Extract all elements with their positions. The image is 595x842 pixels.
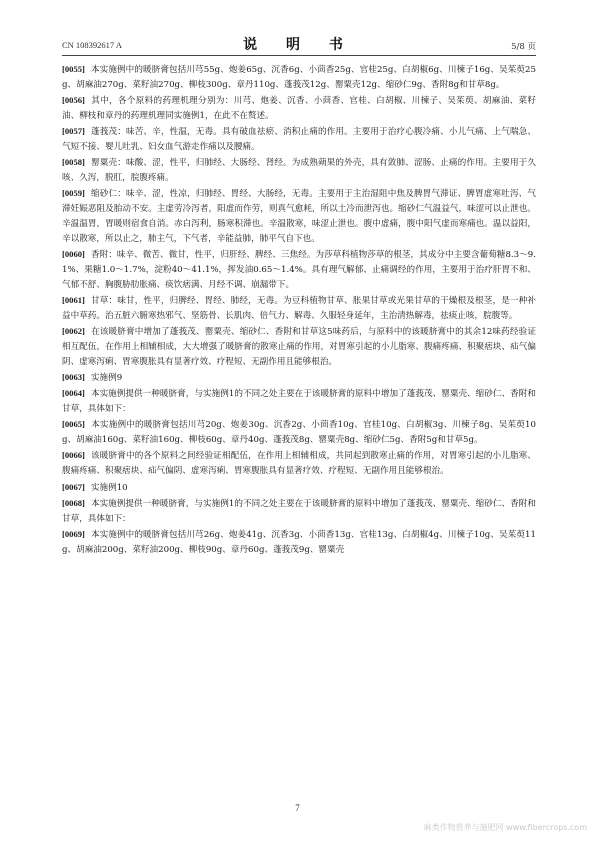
paragraph-0056	[62, 93, 536, 124]
page-of-count: 5/8 页	[511, 42, 536, 52]
section-heading: 实施例9	[90, 372, 123, 383]
paragraph-text: 本实施例中的暖脐膏包括川芎20g、炮姜30g、沉香2g、小茴香10g、官桂10g、白胡椒3g、川楝子8g、吴茱萸10g、胡麻油160g、菜籽油160g、柳枝60g、章丹40g、蓬莪茂8g、罂粟壳8g、缩砂仁5g、香附5g和甘草5g。	[62, 420, 536, 446]
paragraph-0060	[62, 247, 536, 292]
paragraph-0055	[62, 62, 536, 93]
document-body	[62, 62, 536, 762]
paragraph-number: [0059]	[62, 188, 85, 199]
paragraph-0068	[62, 496, 536, 527]
paragraph-0059	[62, 186, 536, 246]
paragraph-text: 本实施例中的暖脐膏包括川芎55g、炮姜65g、沉香6g、小茴香25g、官桂25g、白胡椒6g、川楝子16g、吴茱萸25g、胡麻油270g、菜籽油270g、柳枝300g、章丹110g、蓬莪茂12g、罂粟壳12g、缩砂仁9g、香附8g和甘草8g。	[62, 65, 536, 90]
paragraph-text: 本实施例提供一种暖脐膏，与实施例1的不同之处主要在于该暖脐膏的原料中增加了蓬莪茂、罂粟壳、缩砂仁、香附和甘草，具体如下：	[62, 498, 536, 524]
paragraph-number: [0062]	[62, 326, 85, 337]
paragraph-number: [0057]	[62, 126, 85, 137]
paragraph-0065	[62, 417, 536, 448]
paragraph-text: 本实施例提供一种暖脐膏，与实施例1的不同之处主要在于该暖脐膏的原料中增加了蓬莪茂、罂粟壳、缩砂仁、香附和甘草，具体如下：	[62, 389, 536, 415]
paragraph-text: 甘草：味甘，性平，归脾经、胃经、肺经，无毒。为豆科植物甘草、胀果甘草或光果甘草的干燥根及根茎，是一种补益中草药。治五脏六腑寒热邪气、坚筋骨、长肌肉、倍气力、解毒、久服轻身延年，主治清热解毒，祛痰止咳，脘腹等。	[62, 295, 536, 321]
page-number: 7	[295, 803, 300, 813]
page-header	[62, 34, 536, 52]
paragraph-text: 罂粟壳：味酸、涩，性平，归肺经、大肠经、肾经。为成熟蒴果的外壳，具有敛肺、涩肠、止痛的作用。主要用于久咳、久泻，脱肛，脘腹疼痛。	[62, 158, 536, 184]
publication-number: CN 108392617 A	[62, 40, 122, 50]
paragraph-0067	[62, 480, 536, 496]
website-watermark: 麻类作物营养与施肥网 www.fibercrops.com	[423, 823, 587, 832]
paragraph-0069	[62, 527, 536, 558]
paragraph-number: [0064]	[62, 388, 85, 399]
paragraph-number: [0068]	[62, 497, 85, 508]
paragraph-number: [0063]	[62, 371, 85, 382]
paragraph-number: [0066]	[62, 450, 85, 461]
paragraph-number: [0060]	[62, 249, 85, 260]
paragraph-0066	[62, 448, 536, 479]
paragraph-number: [0061]	[62, 294, 85, 305]
paragraph-0064	[62, 386, 536, 417]
paragraph-0057	[62, 124, 536, 155]
paragraph-0058	[62, 155, 536, 186]
paragraph-text: 其中，各个原料的药理机理分别为：川芎、炮姜、沉香、小茴香、官桂、白胡椒、川楝子、吴茱萸、胡麻油、菜籽油、柳枝和章丹的药理机理同实施例1，在此不在赘述。	[62, 96, 536, 121]
paragraph-number: [0067]	[62, 481, 85, 492]
paragraph-0062	[62, 324, 536, 369]
paragraph-number: [0065]	[62, 419, 85, 430]
paragraph-text: 本实施例中的暖脐膏包括川芎26g、炮姜41g、沉香3g、小茴香13g、官桂13g、白胡椒4g、川楝子10g、吴茱萸11g、胡麻油200g、菜籽油200g、柳枝90g、章丹60g、蓬莪茂9g、罂粟壳	[62, 529, 536, 555]
document-title: 说 明 书	[243, 37, 355, 53]
paragraph-text: 缩砂仁：味辛、涩，性凉，归肺经、胃经、大肠经，无毒。主要用于主治湿阻中焦及脾胃气滞证、脾胃虚寒吐泻、气滞妊娠恶阻及胎动不安。主虚劳冷泻者，阳虚而作劳，则真气愈耗，所以土冷而泄泻也。缩砂仁气温益气，味涩可以止泄也。辛温温胃，胃暖则宿食自消。赤白泻利，肠寒积滞也。辛温散寒，味涩止泄也。腹中虚痛，腹中阳气虚而寒痛也。温以益阳，辛以散寒，所以止之，肺主气，下气者，辛能益肺，肺平气自下也。	[62, 189, 536, 244]
paragraph-number: [0069]	[62, 528, 85, 539]
paragraph-number: [0056]	[62, 95, 85, 106]
paragraph-text: 香附：味辛、微苦、微甘，性平，归肝经、脾经、三焦经。为莎草科植物莎草的根茎，其成分中主要含葡萄糖8.3～9.1%、果糖1.0～1.7%，淀粉40～41.1%，挥发油0.65～1.4%。具有理气解郁、止痛调经的作用，主要用于治疗肝胃不和、气郁不舒、胸腹胁肋胀痛、痰饮痞满、月经不调、崩漏带下。	[62, 250, 536, 290]
paragraph-text: 在该暖脐膏中增加了蓬莪茂、罂粟壳、缩砂仁、香附和甘草这5味药后，与原料中的该暖脐膏中的其余12味药经验证相互配伍，在作用上相辅相成，大大增强了暖脐膏的散寒止痛的作用，对胃寒引起的小儿脂寒、腹痛疼痛、积聚痞块、疝气偏阴、虚寒泻痢、胃寒腹胀具有显著疗效、疗程短、无副作用且能够根治。	[62, 327, 536, 367]
paragraph-text: 该暖脐膏中的各个原料之间经验证相配伍，在作用上相辅相成，共同起到散寒止痛的作用，对胃寒引起的小儿脂寒、腹痛疼痛、积聚痞块、疝气偏阴、虚寒泻痢、胃寒腹胀具有显著疗效、疗程短、无副作用且能够根治。	[62, 451, 536, 477]
paragraph-0063	[62, 370, 536, 386]
paragraph-number: [0055]	[62, 64, 85, 74]
paragraph-0061	[62, 293, 536, 324]
header-rule	[62, 55, 536, 56]
paragraph-number: [0058]	[62, 157, 85, 168]
paragraph-text: 蓬莪茂：味苦、辛，性温，无毒。具有破血祛瘀、消积止痛的作用。主要用于治疗心腹冷痛、小儿气痛、上气喘急、气短不接、婴儿吐乳、妇女血气游走作痛以及腰痛。	[62, 127, 536, 152]
section-heading: 实施例10	[90, 482, 128, 493]
